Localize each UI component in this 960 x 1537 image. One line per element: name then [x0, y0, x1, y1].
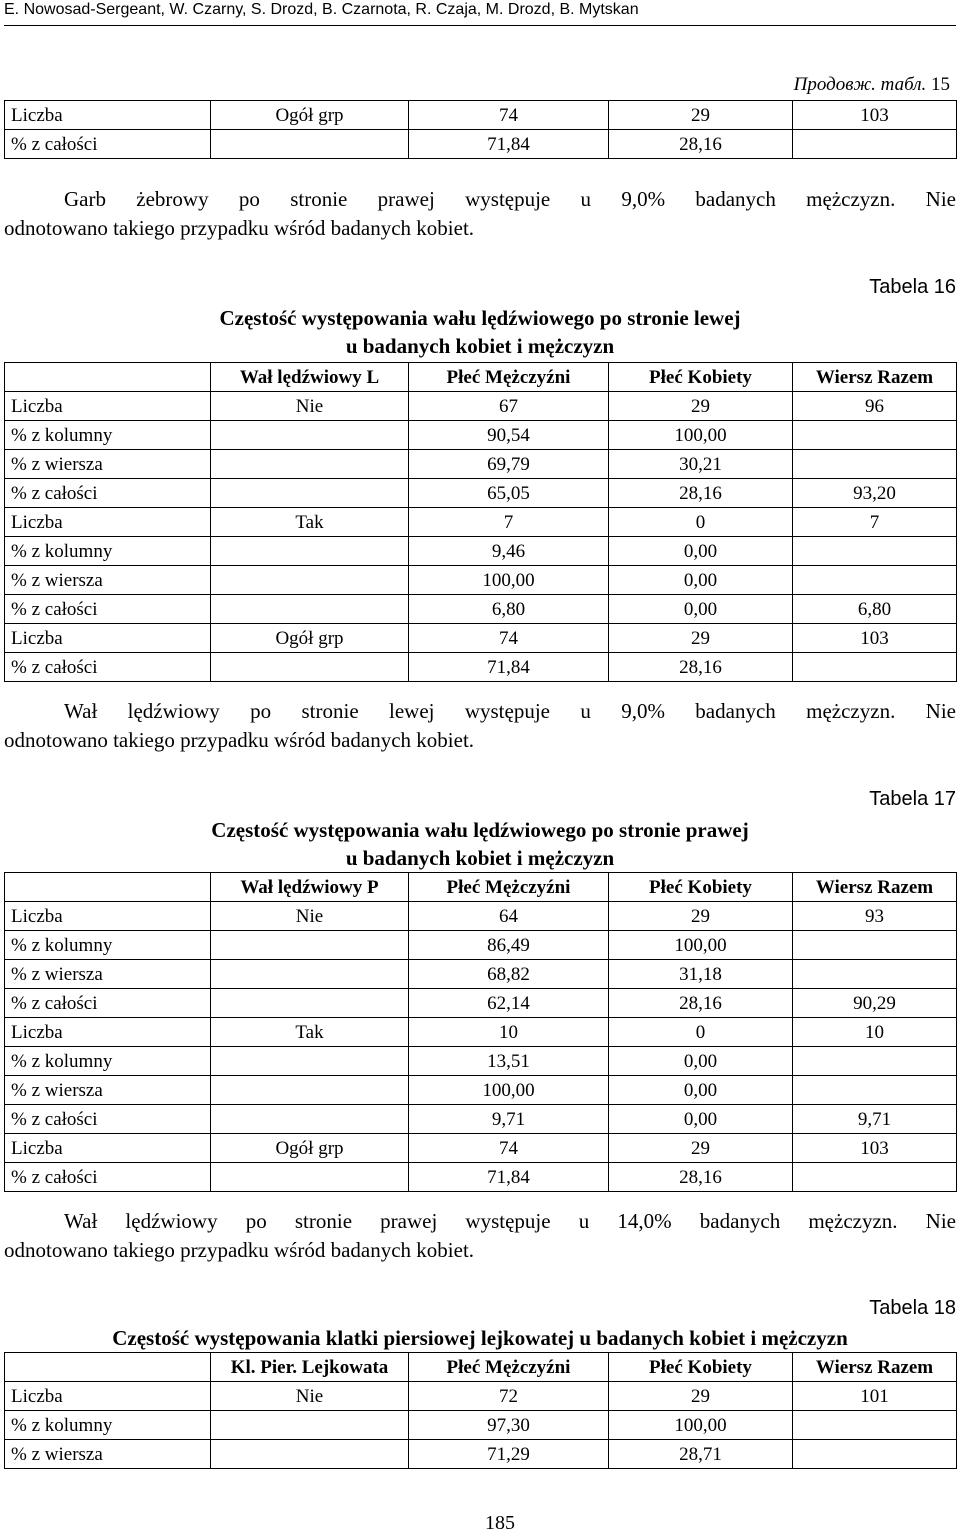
table-cell: 74	[409, 624, 609, 653]
row-label-cell: Liczba	[5, 1018, 211, 1047]
table-cell: 93	[793, 902, 957, 931]
table-cell: 90,54	[409, 421, 609, 450]
column-header: Płeć Mężczyźni	[409, 873, 609, 902]
table-row	[5, 989, 957, 1018]
table-header-row	[5, 363, 957, 392]
table-17-title	[120, 816, 840, 872]
paragraph-line: odnotowano takiego przypadku wśród badanych kobiet.	[4, 728, 475, 752]
table-cell	[793, 960, 957, 989]
table-15-tail	[4, 100, 957, 159]
table-continuation-label	[794, 74, 950, 96]
table-cell: Nie	[211, 392, 409, 421]
table-cell: 0	[609, 1018, 793, 1047]
table-cell: 9,71	[409, 1105, 609, 1134]
table-cell	[211, 1047, 409, 1076]
table-cell: 100,00	[609, 1411, 793, 1440]
table-cell	[211, 1105, 409, 1134]
table-cell	[793, 931, 957, 960]
table-row	[5, 421, 957, 450]
table-row	[5, 566, 957, 595]
table-cell: 74	[409, 101, 609, 130]
table-cell: 100,00	[609, 421, 793, 450]
row-label-cell: Liczba	[5, 392, 211, 421]
column-header: Płeć Kobiety	[609, 873, 793, 902]
paragraph-1	[4, 185, 956, 243]
table-cell: Ogół grp	[211, 624, 409, 653]
table-cell: 13,51	[409, 1047, 609, 1076]
table-row	[5, 1382, 957, 1411]
table-cell: 71,84	[409, 653, 609, 682]
table-cell	[211, 653, 409, 682]
table-row	[5, 960, 957, 989]
table-cell: 0,00	[609, 595, 793, 624]
row-label-cell: % z kolumny	[5, 1411, 211, 1440]
table-16-title	[140, 304, 820, 360]
table-cell: Tak	[211, 508, 409, 537]
table-cell: 28,16	[609, 989, 793, 1018]
table-18-title: Częstość występowania klatki piersiowej lejkowatej u badanych kobiet i mężczyzn	[112, 1326, 848, 1350]
table-row	[5, 450, 957, 479]
table-row	[5, 130, 957, 159]
table-cell: 100,00	[409, 1076, 609, 1105]
table-cell: 10	[793, 1018, 957, 1047]
table-cell: 6,80	[793, 595, 957, 624]
row-label-cell: Liczba	[5, 1134, 211, 1163]
table-cell: 86,49	[409, 931, 609, 960]
table-cell	[211, 130, 409, 159]
table-cell	[211, 450, 409, 479]
paragraph-line: odnotowano takiego przypadku wśród badanych kobiet.	[4, 1238, 475, 1262]
row-label-cell: % z całości	[5, 989, 211, 1018]
table-row	[5, 902, 957, 931]
paragraph-2	[4, 697, 956, 755]
table-cell: 0,00	[609, 1076, 793, 1105]
table-cell: 93,20	[793, 479, 957, 508]
column-header: Wiersz Razem	[793, 363, 957, 392]
table-cell	[793, 1076, 957, 1105]
row-label-cell: % z całości	[5, 653, 211, 682]
row-label-cell: % z wiersza	[5, 1076, 211, 1105]
column-header: Płeć Mężczyźni	[409, 1353, 609, 1382]
table-row	[5, 624, 957, 653]
table-cell: 29	[609, 624, 793, 653]
table-16-label: Tabela 16	[869, 276, 956, 298]
table-cell: 101	[793, 1382, 957, 1411]
table-cell: 7	[793, 508, 957, 537]
table-cell: 71,29	[409, 1440, 609, 1469]
title-line: Częstość występowania wału lędźwiowego po stronie prawej	[211, 818, 749, 842]
row-label-cell: % z kolumny	[5, 931, 211, 960]
column-header: Płeć Mężczyźni	[409, 363, 609, 392]
table-row	[5, 931, 957, 960]
table-row	[5, 1105, 957, 1134]
table-cell: 6,80	[409, 595, 609, 624]
row-label-cell: % z wiersza	[5, 960, 211, 989]
column-header	[5, 1353, 211, 1382]
table-cell: 29	[609, 902, 793, 931]
table-cell	[211, 1411, 409, 1440]
table-cell: Nie	[211, 902, 409, 931]
table-row	[5, 1018, 957, 1047]
row-label-cell: Liczba	[5, 1382, 211, 1411]
table-cell: 74	[409, 1134, 609, 1163]
table-cell: 7	[409, 508, 609, 537]
table-cell	[211, 931, 409, 960]
table-cell	[793, 421, 957, 450]
table-cell: 0,00	[609, 1047, 793, 1076]
continuation-text: Продовж. табл.	[793, 74, 927, 95]
table-row	[5, 537, 957, 566]
title-line: Częstość występowania wału lędźwiowego po stronie lewej	[219, 306, 741, 330]
table-cell: 31,18	[609, 960, 793, 989]
table-cell: 103	[793, 624, 957, 653]
table-row	[5, 392, 957, 421]
table-cell: Nie	[211, 1382, 409, 1411]
table-cell: 71,84	[409, 1163, 609, 1192]
table-cell	[793, 653, 957, 682]
table-cell: 100,00	[409, 566, 609, 595]
table-cell: 0,00	[609, 1105, 793, 1134]
row-label-cell: Liczba	[5, 624, 211, 653]
table-17	[4, 872, 957, 1192]
table-row	[5, 101, 957, 130]
table-cell: 64	[409, 902, 609, 931]
table-cell: 72	[409, 1382, 609, 1411]
row-label-cell: % z kolumny	[5, 421, 211, 450]
table-cell	[211, 421, 409, 450]
paragraph-line: Garb żebrowy po stronie prawej występuje u 9,0% badanych mężczyzn. Nie	[64, 187, 956, 211]
table-cell	[211, 537, 409, 566]
row-label-cell: % z wiersza	[5, 566, 211, 595]
table-row	[5, 1076, 957, 1105]
column-header: Kl. Pier. Lejkowata	[211, 1353, 409, 1382]
table-cell: 97,30	[409, 1411, 609, 1440]
table-cell: 29	[609, 392, 793, 421]
row-label-cell: % z kolumny	[5, 537, 211, 566]
column-header	[5, 363, 211, 392]
table-cell	[211, 566, 409, 595]
table-cell: 0	[609, 508, 793, 537]
table-cell: 69,79	[409, 450, 609, 479]
table-row	[5, 653, 957, 682]
column-header: Wał lędźwiowy P	[211, 873, 409, 902]
paragraph-3	[4, 1207, 956, 1265]
table-cell	[793, 1440, 957, 1469]
row-label-cell: Liczba	[5, 101, 211, 130]
column-header: Płeć Kobiety	[609, 363, 793, 392]
table-cell	[793, 1163, 957, 1192]
table-cell: 30,21	[609, 450, 793, 479]
table-18-label: Tabela 18	[869, 1297, 956, 1319]
table-cell: 28,16	[609, 479, 793, 508]
table-18	[4, 1352, 957, 1469]
column-header	[5, 873, 211, 902]
table-row	[5, 1047, 957, 1076]
table-cell: 28,16	[609, 653, 793, 682]
table-cell: 9,46	[409, 537, 609, 566]
table-cell: 29	[609, 101, 793, 130]
table-cell: 28,16	[609, 130, 793, 159]
running-head: E. Nowosad-Sergeant, W. Czarny, S. Drozd, B. Czarnota, R. Czaja, M. Drozd, B. Mytskan	[4, 0, 956, 26]
table-cell	[211, 479, 409, 508]
paragraph-line: Wał lędźwiowy po stronie prawej występuje u 14,0% badanych mężczyzn. Nie	[64, 1209, 956, 1233]
table-row	[5, 1411, 957, 1440]
row-label-cell: % z całości	[5, 479, 211, 508]
table-cell	[211, 989, 409, 1018]
column-header: Wał lędźwiowy L	[211, 363, 409, 392]
table-row	[5, 508, 957, 537]
continuation-number: 15	[931, 74, 950, 95]
table-cell	[793, 130, 957, 159]
row-label-cell: % z wiersza	[5, 450, 211, 479]
table-cell: 68,82	[409, 960, 609, 989]
table-cell: Tak	[211, 1018, 409, 1047]
table-cell: Ogół grp	[211, 101, 409, 130]
table-row	[5, 1134, 957, 1163]
table-cell: 9,71	[793, 1105, 957, 1134]
row-label-cell: % z wiersza	[5, 1440, 211, 1469]
table-cell	[793, 566, 957, 595]
table-cell	[793, 450, 957, 479]
paragraph-line: Wał lędźwiowy po stronie lewej występuje u 9,0% badanych mężczyzn. Nie	[64, 699, 956, 723]
table-cell: 10	[409, 1018, 609, 1047]
table-cell: 103	[793, 1134, 957, 1163]
row-label-cell: Liczba	[5, 902, 211, 931]
table-cell	[211, 1163, 409, 1192]
row-label-cell: % z całości	[5, 1105, 211, 1134]
page-number: 185	[485, 1512, 515, 1534]
row-label-cell: % z całości	[5, 1163, 211, 1192]
table-cell: 29	[609, 1134, 793, 1163]
table-cell: 100,00	[609, 931, 793, 960]
table-cell: 90,29	[793, 989, 957, 1018]
table-row	[5, 595, 957, 624]
table-cell: 28,71	[609, 1440, 793, 1469]
table-cell	[211, 1076, 409, 1105]
row-label-cell: % z całości	[5, 130, 211, 159]
table-cell: 96	[793, 392, 957, 421]
table-17-label: Tabela 17	[869, 788, 956, 810]
table-row	[5, 1163, 957, 1192]
title-line: u badanych kobiet i mężczyzn	[345, 334, 615, 358]
table-row	[5, 479, 957, 508]
table-row	[5, 1440, 957, 1469]
row-label-cell: Liczba	[5, 508, 211, 537]
table-header-row	[5, 1353, 957, 1382]
table-header-row	[5, 873, 957, 902]
table-16	[4, 362, 957, 682]
table-cell	[793, 1411, 957, 1440]
column-header: Płeć Kobiety	[609, 1353, 793, 1382]
paragraph-line: odnotowano takiego przypadku wśród badanych kobiet.	[4, 216, 475, 240]
table-cell	[793, 537, 957, 566]
table-cell	[793, 1047, 957, 1076]
table-cell	[211, 960, 409, 989]
table-cell: 0,00	[609, 537, 793, 566]
table-cell: 62,14	[409, 989, 609, 1018]
table-cell: 71,84	[409, 130, 609, 159]
table-cell	[211, 595, 409, 624]
table-cell: 103	[793, 101, 957, 130]
table-cell: 28,16	[609, 1163, 793, 1192]
row-label-cell: % z kolumny	[5, 1047, 211, 1076]
table-cell: 67	[409, 392, 609, 421]
row-label-cell: % z całości	[5, 595, 211, 624]
column-header: Wiersz Razem	[793, 1353, 957, 1382]
table-cell	[211, 1440, 409, 1469]
table-cell: 29	[609, 1382, 793, 1411]
title-line: u badanych kobiet i mężczyzn	[345, 846, 615, 870]
table-cell: 65,05	[409, 479, 609, 508]
column-header: Wiersz Razem	[793, 873, 957, 902]
table-cell: Ogół grp	[211, 1134, 409, 1163]
table-cell: 0,00	[609, 566, 793, 595]
